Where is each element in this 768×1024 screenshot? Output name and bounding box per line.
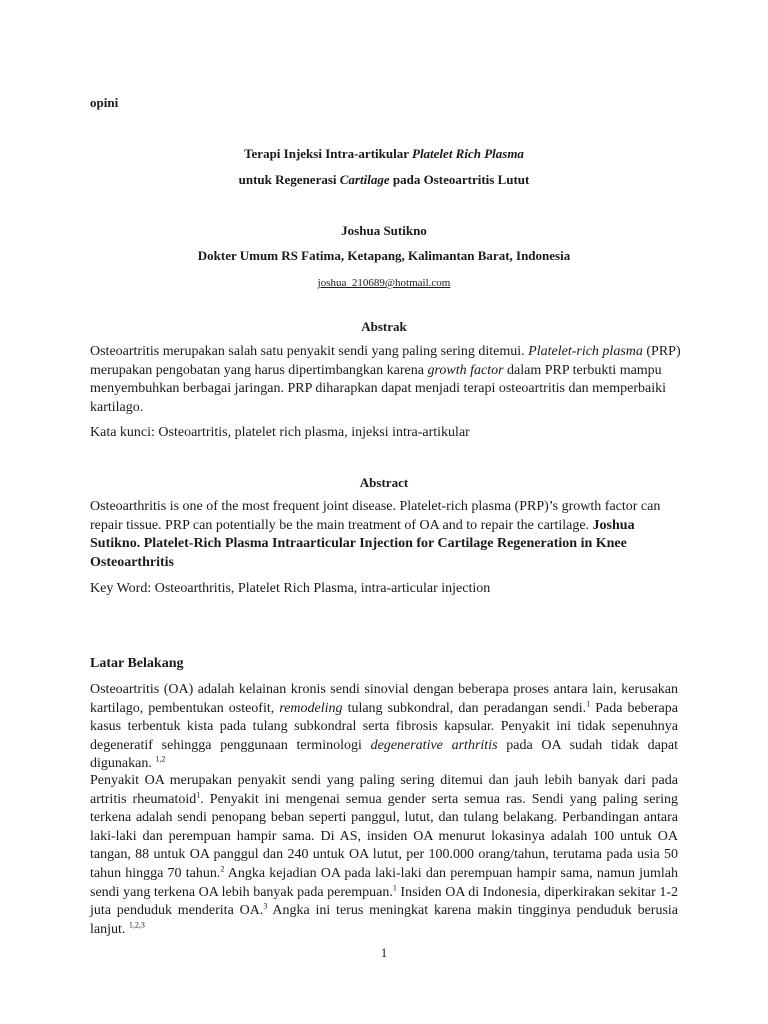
latar-belakang-paragraph-2: Penyakit OA merupakan penyakit sendi yang paling sering ditemui dan jauh lebih banyak dari pada artritis rheumatoid$^1$. Penyakit ini mengenai semua gender serta semua ras. Sendi yang paling sering terkena adalah sendi penopang beban seperti panggul, lutut, dan tulang belakang. Perbandingan antara laki-laki dan perempuan hampir sama. Di AS, insiden OA menurut lokasinya adalah 100 untuk OA tangan, 88 untuk OA panggul dan 240 untuk OA lutut, per 100.000 orang/tahun, terutama pada usia 50 tahun hingga 70 tahun.$^2$ Angka kejadian OA pada laki-laki dan perempuan hampir sama, namun jumlah sendi yang terkena OA lebih banyak pada perempuan.$^1$ Insiden OA di Indonesia, diperkirakan sekitar 1-2 juta penduduk menderita OA.$^3$ Angka ini terus meningkat karena makin tingginya penduduk berusia lanjut. $^{1,2,3}$	[90, 773, 679, 937]
author-email[interactable]: joshua_210689@hotmail.com	[317, 277, 451, 289]
title-line-1: Terapi Injeksi Intra-artikular Platelet Rich Plasma	[244, 146, 524, 161]
abstract-heading: Abstract	[359, 475, 409, 490]
abstract-keywords: Key Word: Osteoarthritis, Platelet Rich Plasma, intra-articular injection	[90, 581, 491, 596]
rubric-label: opini	[90, 95, 119, 110]
abstrak-keywords: Kata kunci: Osteoartritis, platelet rich plasma, injeksi intra-artikular	[90, 425, 470, 440]
abstrak-heading: Abstrak	[361, 319, 407, 334]
page-number: 1	[380, 945, 388, 960]
latar-belakang-heading: Latar Belakang	[90, 656, 184, 671]
abstrak-paragraph: Osteoartritis merupakan salah satu penyakit sendi yang paling sering ditemui. Platelet-rich plasma (PRP) merupakan pengobatan yang harus dipertimbangkan karena growth factor dalam PRP terbukti mampu menyembuhkan berbagai jaringan. PRP diharapkan dapat menjadi terapi osteoartritis dan memperbaiki kartilago.	[90, 344, 681, 415]
author-name: Joshua Sutikno	[341, 223, 427, 238]
author-affiliation: Dokter Umum RS Fatima, Ketapang, Kalimantan Barat, Indonesia	[197, 248, 571, 263]
abstract-paragraph: Osteoarthritis is one of the most frequent joint disease. Platelet-rich plasma (PRP)’s growth factor can repair tissue. PRP can potentially be the main treatment of OA and to repair the cartilage. Joshua Sutikno. Platelet-Rich Plasma Intraarticular Injection for Cartilage Regeneration in Knee Osteoarthritis	[90, 499, 661, 570]
title-line-2: untuk Regenerasi Cartilage pada Osteoartritis Lutut	[238, 172, 530, 187]
latar-belakang-paragraph-1: Osteoartritis (OA) adalah kelainan kronis sendi sinovial dengan beberapa proses antara lain, kerusakan kartilago, pembentukan osteofit, remodeling tulang subkondral, dan peradangan sendi.$^1$ Pada beberapa kasus terbentuk kista pada tulang subkondral serta fibrosis kapsular. Penyakit ini tidak sepenuhnya degeneratif sehingga penggunaan terminologi degenerative arthritis pada OA sudah tidak dapat digunakan. $^{1,2}$	[90, 682, 678, 772]
